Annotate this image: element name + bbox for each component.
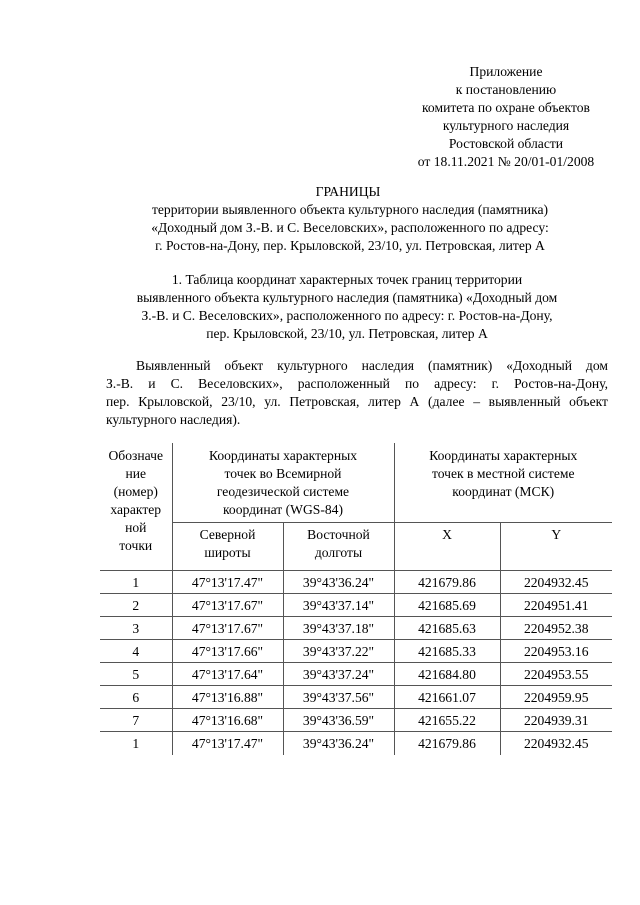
cell-y: 2204953.16 (500, 640, 612, 663)
cell-x: 421661.07 (394, 686, 500, 709)
cell-y: 2204952.38 (500, 617, 612, 640)
cell-north-latitude: 47°13'16.88" (172, 686, 283, 709)
subheading-line: «Доходный дом З.-В. и С. Веселовских», расположенного по адресу: (151, 220, 549, 235)
paragraph-line: пер. Крыловской, 23/10, ул. Петровская, литер А (далее – выявленный объект (106, 394, 608, 409)
header-point-designation: Обозначе ние (номер) характер ной точки (108, 448, 164, 553)
cell-east-longitude: 39°43'36.24" (283, 571, 394, 594)
paragraph-line: З.-В. и С. Веселовских», расположенный по адресу: г. Ростов-на-Дону, (106, 376, 608, 391)
section-title-line: З.-В. и С. Веселовских», расположенного по адресу: г. Ростов-на-Дону, (141, 308, 553, 323)
cell-point-number: 1 (100, 732, 172, 755)
cell-y: 2204953.55 (500, 663, 612, 686)
cell-x: 421684.80 (394, 663, 500, 686)
cell-north-latitude: 47°13'17.64" (172, 663, 283, 686)
appendix-block (388, 63, 624, 171)
appendix-line: от 18.11.2021 № 20/01-01/2008 (417, 154, 595, 169)
cell-y: 2204951.41 (500, 594, 612, 617)
table-row (100, 640, 612, 663)
header-wgs84: Координаты характерных точек во Всемирной геодезической системе координат (WGS-84) (172, 443, 394, 523)
cell-north-latitude: 47°13'17.67" (172, 617, 283, 640)
table-row (100, 617, 612, 640)
cell-north-latitude: 47°13'17.47" (172, 571, 283, 594)
section-title-line: выявленного объекта культурного наследия (памятника) «Доходный дом (136, 290, 558, 305)
table-row (100, 686, 612, 709)
cell-north-latitude: 47°13'17.67" (172, 594, 283, 617)
cell-point-number: 5 (100, 663, 172, 686)
cell-east-longitude: 39°43'37.22" (283, 640, 394, 663)
cell-north-latitude: 47°13'17.66" (172, 640, 283, 663)
cell-x: 421685.63 (394, 617, 500, 640)
table-row (100, 663, 612, 686)
cell-x: 421685.33 (394, 640, 500, 663)
header-msk: Координаты характерных точек в местной системе координат (МСК) (394, 443, 612, 523)
cell-x: 421685.69 (394, 594, 500, 617)
cell-y: 2204959.95 (500, 686, 612, 709)
cell-point-number: 4 (100, 640, 172, 663)
cell-east-longitude: 39°43'37.24" (283, 663, 394, 686)
cell-point-number: 6 (100, 686, 172, 709)
cell-point-number: 3 (100, 617, 172, 640)
appendix-line: культурного наследия (442, 118, 570, 133)
subheading-line: г. Ростов-на-Дону, пер. Крыловской, 23/10, ул. Петровская, литер А (155, 238, 545, 253)
subheader-x: X (394, 523, 500, 571)
cell-east-longitude: 39°43'36.59" (283, 709, 394, 732)
cell-north-latitude: 47°13'17.47" (172, 732, 283, 755)
table-header-row (100, 443, 612, 523)
cell-y: 2204939.31 (500, 709, 612, 732)
table-row (100, 732, 612, 755)
cell-y: 2204932.45 (500, 732, 612, 755)
paragraph-last-line: культурного наследия). (106, 412, 241, 427)
document-heading: ГРАНИЦЫ (315, 184, 381, 199)
cell-x: 421655.22 (394, 709, 500, 732)
table-row (100, 571, 612, 594)
cell-point-number: 2 (100, 594, 172, 617)
cell-east-longitude: 39°43'36.24" (283, 732, 394, 755)
table-row (100, 594, 612, 617)
coordinates-table (100, 443, 612, 755)
appendix-line: к постановлению (455, 82, 557, 97)
subheader-east-longitude: Восточной долготы (283, 523, 394, 571)
cell-point-number: 7 (100, 709, 172, 732)
cell-x: 421679.86 (394, 571, 500, 594)
table-subheader-row (100, 523, 612, 571)
cell-x: 421679.86 (394, 732, 500, 755)
cell-east-longitude: 39°43'37.56" (283, 686, 394, 709)
subheader-north-latitude: Северной широты (172, 523, 283, 571)
section-title-line: 1. Таблица координат характерных точек границ территории (171, 272, 523, 287)
appendix-line: Приложение (469, 64, 543, 79)
cell-y: 2204932.45 (500, 571, 612, 594)
table-row (100, 709, 612, 732)
cell-north-latitude: 47°13'16.68" (172, 709, 283, 732)
appendix-line: Ростовской области (448, 136, 564, 151)
subheader-y: Y (500, 523, 612, 571)
paragraph-line: Выявленный объект культурного наследия (памятник) «Доходный дом (136, 358, 608, 373)
cell-east-longitude: 39°43'37.18" (283, 617, 394, 640)
subheading-line: территории выявленного объекта культурного наследия (памятника) (151, 202, 549, 217)
cell-point-number: 1 (100, 571, 172, 594)
appendix-line: комитета по охране объектов (422, 100, 590, 115)
cell-east-longitude: 39°43'37.14" (283, 594, 394, 617)
section-title-line: пер. Крыловской, 23/10, ул. Петровская, литер А (206, 326, 488, 341)
